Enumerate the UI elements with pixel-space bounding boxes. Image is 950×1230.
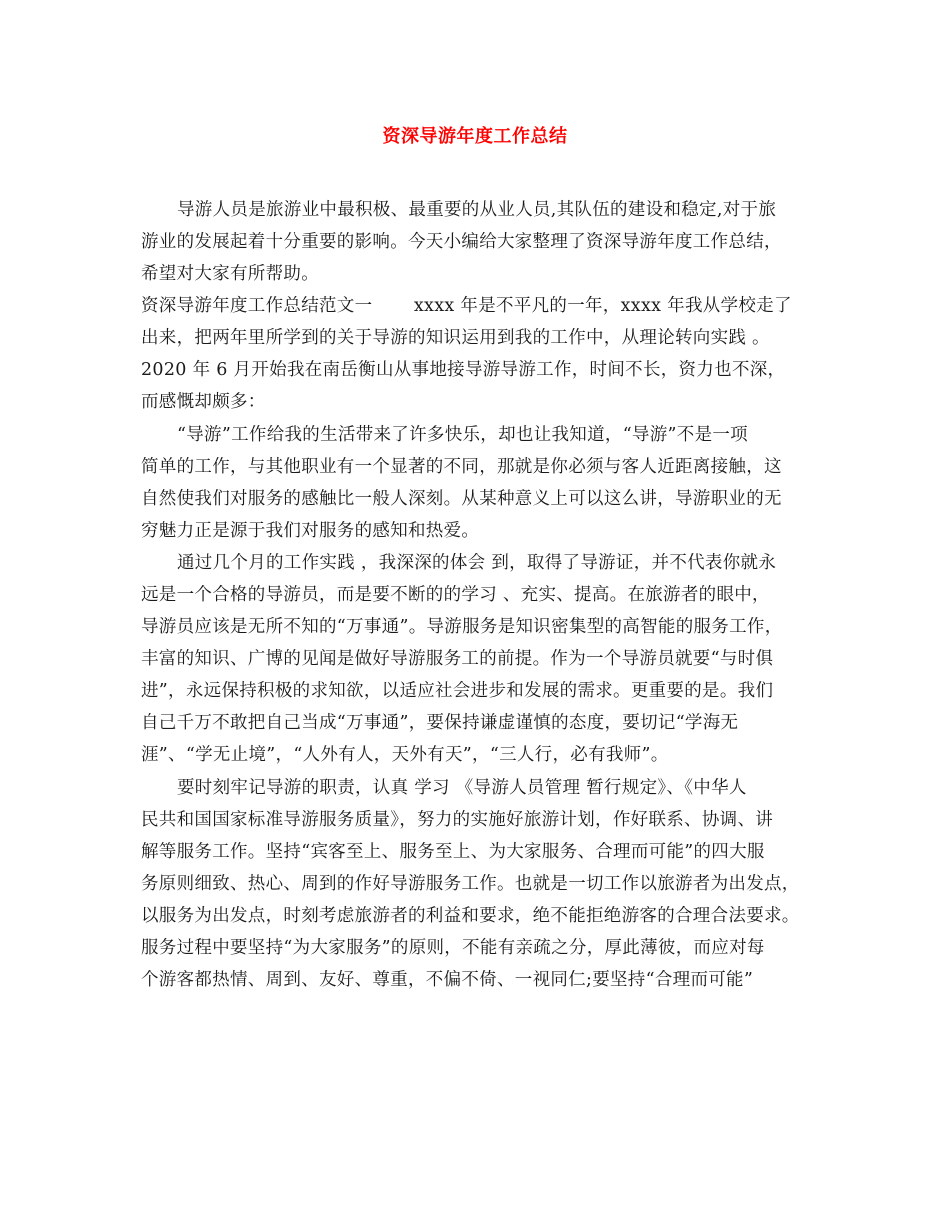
text-line: 解等服务工作。坚持“宾客至上、服务至上、为大家服务、合理而可能”的四大服 [141,842,765,862]
text-line: 简单的工作，与其他职业有一个显著的不同，那就是你必须与客人近距离接触，这 [141,457,782,477]
text-line: 2020 年 6 月开始我在南岳衡山从事地接导游导游工作，时间不长，资力也不深， [141,360,786,380]
text-line: 进”，永远保持积极的求知欲，以适应社会进步和发展的需求。更重要的是。我们 [141,681,774,701]
text-line: 希望对大家有所帮助。 [141,264,319,284]
text-line: 资深导游年度工作总结范文一 xxxx 年是不平凡的一年，xxxx 年我从学校走了 [141,296,792,316]
text-line: 导游人员是旅游业中最积极、最重要的从业人员,其队伍的建设和稳定,对于旅 [177,200,777,220]
text-line: 导游员应该是无所不知的“万事通”。导游服务是知识密集型的高智能的服务工作， [141,617,783,637]
text-line: 要时刻牢记导游的职责，认真 学习 《导游人员管理 暂行规定》、《中华人 [177,778,747,798]
text-line: 穷魅力正是源于我们对服务的感知和热爱。 [141,521,480,541]
text-line: 服务过程中要坚持“为大家服务”的原则，不能有亲疏之分，厚此薄彼，而应对每 [141,938,765,958]
text-line: 务原则细致、热心、周到的作好导游服务工作。也就是一切工作以旅游者为出发点， [141,874,800,894]
text-line: 出来，把两年里所学到的关于导游的知识运用到我的工作中，从理论转向实践 。 [141,328,770,348]
text-line: 远是一个合格的导游员，而是要不断的的学习 、充实、提高。在旅游者的眼中， [141,585,770,605]
text-line: 通过几个月的工作实践 ，我深深的体会 到，取得了导游证，并不代表你就永 [177,553,777,573]
text-line: 自己千万不敢把自己当成“万事通”，要保持谦虚谨慎的态度，要切记“学海无 [141,713,739,733]
text-line: 游业的发展起着十分重要的影响。今天小编给大家整理了资深导游年度工作总结， [141,232,782,252]
text-line: 自然使我们对服务的感触比一般人深刻。从某种意义上可以这么讲，导游职业的无 [141,489,782,509]
text-line: 而感慨却颇多： [141,392,266,412]
text-line: 民共和国国家标准导游服务质量》，努力的实施好旅游计划，作好联系、协调、讲 [141,810,774,830]
document-title: 资深导游年度工作总结 [382,126,568,147]
text-line: 个游客都热情、周到、友好、尊重，不偏不倚、一视同仁;要坚持“合理而可能” [141,970,754,990]
text-line: 丰富的知识、广博的见闻是做好导游服务工的前提。作为一个导游员就要“与时俱 [141,649,774,669]
text-line: “导游”工作给我的生活带来了许多快乐，却也让我知道，“导游”不是一项 [177,425,748,445]
text-line: 以服务为出发点，时刻考虑旅游者的利益和要求，绝不能拒绝游客的合理合法要求。 [141,906,800,926]
text-line: 涯”、“学无止境”，“人外有人，天外有天”，“三人行，必有我师”。 [141,745,669,765]
